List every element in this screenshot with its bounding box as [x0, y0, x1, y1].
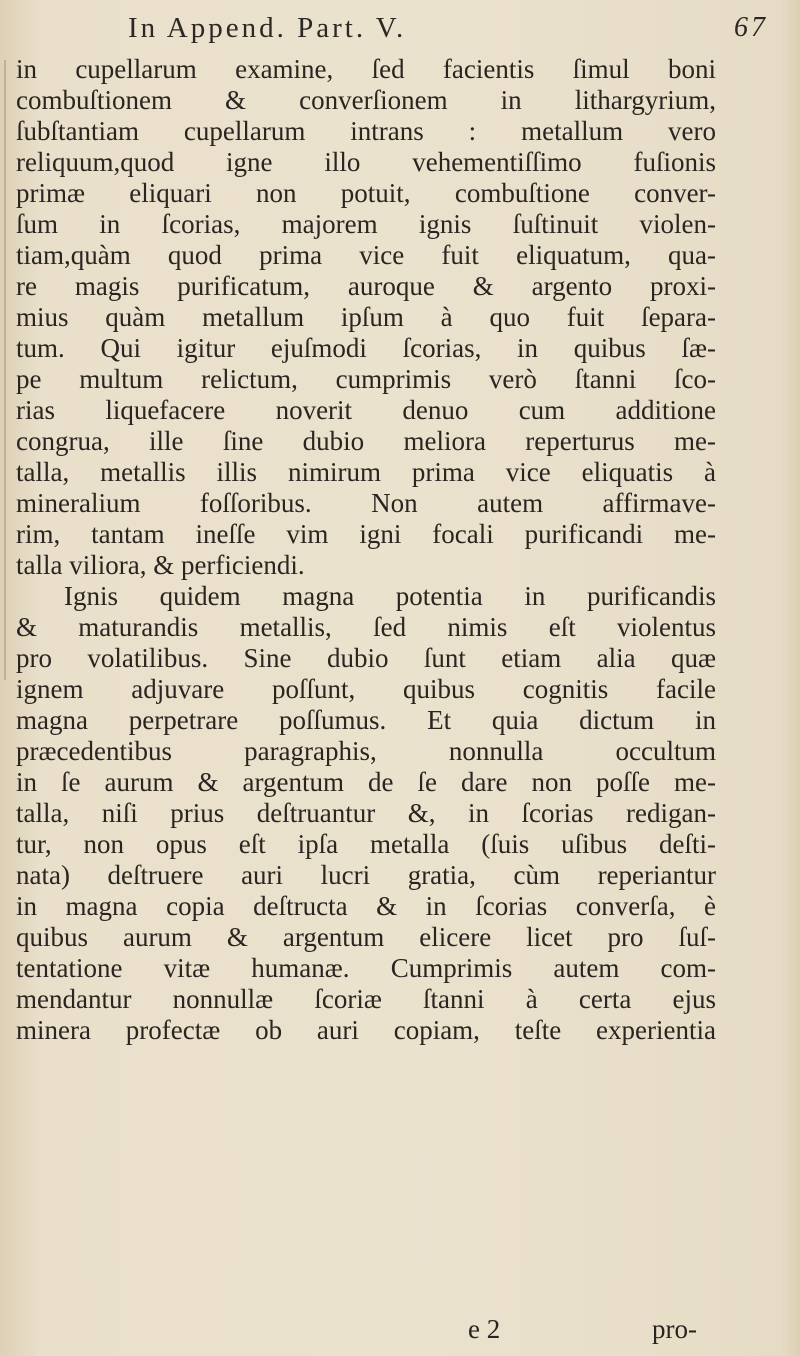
catchword: pro- [652, 1314, 697, 1344]
text-line: magna perpetrare poſſumus. Et quia dictum in [16, 705, 716, 735]
text-line: reliquum,quod igne illo vehementiſſimo fuſionis [16, 147, 716, 177]
text-line: Ignis quidem magna potentia in purificandis [64, 581, 716, 611]
text-line: ignem adjuvare poſſunt, quibus cognitis facile [16, 674, 716, 704]
text-line: talla, niſi prius deſtruantur &, in ſcorias redigan- [16, 798, 716, 828]
text-line: rias liquefacere noverit denuo cum additione [16, 395, 716, 425]
text-line: pe multum relictum, cumprimis verò ſtanni ſco- [16, 364, 716, 394]
text-line: mendantur nonnullæ ſcoriæ ſtanni à certa ejus [16, 984, 716, 1014]
text-line: tur, non opus eſt ipſa metalla (ſuis uſibus deſti- [16, 829, 716, 859]
text-line: in cupellarum examine, ſed facientis ſimul boni [16, 54, 716, 84]
text-line: mineralium foſſoribus. Non autem affirmave- [16, 488, 716, 518]
running-head: In Append. Part. V. [128, 12, 407, 44]
text-line: ſum in ſcorias, majorem ignis ſuſtinuit violen- [16, 209, 716, 239]
text-line: talla, metallis illis nimirum prima vice eliquatis à [16, 457, 716, 487]
text-line: & maturandis metallis, ſed nimis eſt violentus [16, 612, 716, 642]
text-line: ſubſtantiam cupellarum intrans : metallum vero [16, 116, 716, 146]
text-line: congrua, ille ſine dubio meliora reperturus me- [16, 426, 716, 456]
text-line: tum. Qui igitur ejuſmodi ſcorias, in quibus ſæ- [16, 333, 716, 363]
text-line: primæ eliquari non potuit, combuſtione conver- [16, 178, 716, 208]
text-line: combuſtionem & converſionem in lithargyrium, [16, 85, 716, 115]
text-line: minera profectæ ob auri copiam, teſte experientia [16, 1015, 716, 1045]
signature-mark: e 2 [468, 1314, 501, 1344]
page-header [128, 12, 768, 52]
page-number: 67 [734, 12, 768, 43]
text-line: rim, tantam ineſſe vim igni focali purificandi me- [16, 519, 716, 549]
text-line: mius quàm metallum ipſum à quo fuit ſepara- [16, 302, 716, 332]
text-line: pro volatilibus. Sine dubio ſunt etiam alia quæ [16, 643, 716, 673]
text-line: præcedentibus paragraphis, nonnulla occultum [16, 736, 716, 766]
text-line: tentatione vitæ humanæ. Cumprimis autem com- [16, 953, 716, 983]
text-line: tiam,quàm quod prima vice fuit eliquatum, qua- [16, 240, 716, 270]
text-line: re magis purificatum, auroque & argento proxi- [16, 271, 716, 301]
text-line: nata) deſtruere auri lucri gratia, cùm reperiantur [16, 860, 716, 890]
page-footer [0, 1314, 800, 1346]
text-line: in ſe aurum & argentum de ſe dare non poſſe me- [16, 767, 716, 797]
body-text [16, 54, 716, 1046]
text-line: quibus aurum & argentum elicere licet pro ſuſ- [16, 922, 716, 952]
text-line: talla viliora, & perficiendi. [16, 550, 305, 580]
text-line: in magna copia deſtructa & in ſcorias converſa, è [16, 891, 716, 921]
gutter-shadow [4, 60, 6, 680]
